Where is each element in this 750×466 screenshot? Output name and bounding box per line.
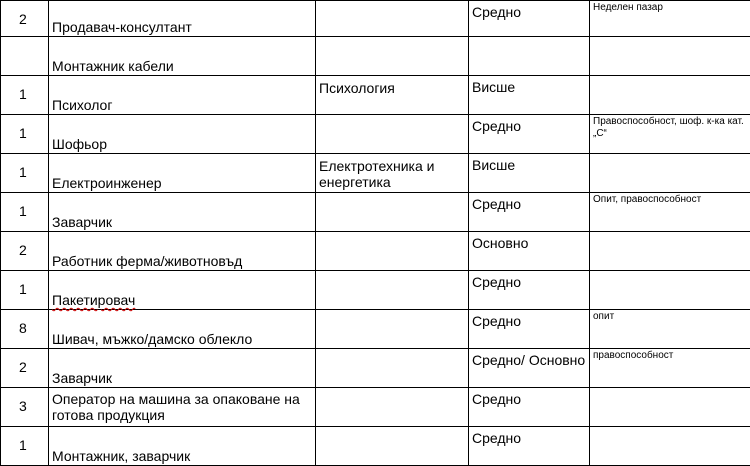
position-text: Продавач-консултант [52, 19, 192, 35]
education-cell [469, 37, 590, 76]
position-cell [49, 349, 316, 388]
count-cell [1, 154, 49, 193]
specialty-cell [316, 349, 469, 388]
requirements-text: опит [593, 311, 615, 322]
education-cell [469, 1, 590, 37]
count-text: 2 [19, 242, 27, 258]
education-cell [469, 310, 590, 349]
position-cell [49, 154, 316, 193]
position-text: Психолог [52, 97, 113, 113]
specialty-cell [316, 115, 469, 154]
position-text: Монтажник кабели [52, 58, 174, 74]
count-text: 1 [19, 203, 27, 219]
education-text: Средно [472, 196, 522, 212]
education-cell [469, 154, 590, 193]
count-cell [1, 427, 49, 466]
education-cell [469, 388, 590, 427]
table-row [1, 271, 750, 310]
requirements-text: правоспособност [593, 350, 674, 361]
count-cell [1, 271, 49, 310]
specialty-cell [316, 154, 469, 193]
requirements-cell [590, 310, 750, 349]
count-text: 1 [19, 86, 27, 102]
specialty-cell [316, 427, 469, 466]
count-cell [1, 388, 49, 427]
requirements-cell [590, 76, 750, 115]
table-row [1, 232, 750, 271]
position-cell [49, 115, 316, 154]
specialty-cell [316, 1, 469, 37]
education-text: Средно [472, 430, 522, 446]
specialty-cell [316, 310, 469, 349]
count-cell [1, 193, 49, 232]
specialty-cell [316, 193, 469, 232]
table-row [1, 388, 750, 427]
specialty-text: Психология [319, 80, 395, 96]
education-text: Висше [472, 157, 516, 173]
education-cell [469, 427, 590, 466]
specialty-cell [316, 76, 469, 115]
requirements-cell [590, 271, 750, 310]
count-cell [1, 115, 49, 154]
position-cell [49, 427, 316, 466]
count-cell [1, 349, 49, 388]
education-text: Средно/ Основно [472, 352, 586, 368]
requirements-cell [590, 427, 750, 466]
count-cell [1, 76, 49, 115]
count-text: 2 [19, 11, 27, 27]
count-text: 2 [19, 359, 27, 375]
count-text: 1 [19, 125, 27, 141]
count-text: 1 [19, 437, 27, 453]
count-text: 3 [19, 398, 27, 414]
position-cell [49, 232, 316, 271]
requirements-cell [590, 37, 750, 76]
requirements-text: Правоспособност, шоф. к-ка кат. „С“ [593, 116, 744, 139]
position-cell [49, 76, 316, 115]
count-cell [1, 310, 49, 349]
position-cell [49, 271, 316, 310]
requirements-text: Неделен пазар [593, 2, 663, 13]
position-text: Заварчик [52, 370, 113, 386]
table-row [1, 310, 750, 349]
specialty-text: Електротехника и енергетика [319, 158, 435, 190]
position-cell [49, 388, 316, 427]
position-cell [49, 1, 316, 37]
requirements-cell [590, 349, 750, 388]
requirements-text: Опит, правоспособност [593, 194, 702, 205]
count-cell [1, 1, 49, 37]
education-text: Средно [472, 313, 522, 329]
position-text: Електроинженер [52, 175, 162, 191]
table-row [1, 76, 750, 115]
requirements-cell [590, 232, 750, 271]
position-text: Шофьор [52, 136, 108, 152]
education-text: Основно [472, 235, 529, 251]
education-cell [469, 271, 590, 310]
education-text: Средно [472, 274, 522, 290]
specialty-cell [316, 37, 469, 76]
count-text: 8 [19, 320, 27, 336]
table-row [1, 1, 750, 37]
education-cell [469, 193, 590, 232]
education-cell [469, 232, 590, 271]
position-text: Оператор на машина за опаковане на готова продукция [52, 391, 300, 423]
position-text: Работник ферма/животновъд [52, 253, 243, 269]
education-text: Средно [472, 118, 522, 134]
jobs-table-body [1, 1, 750, 466]
count-text: 1 [19, 164, 27, 180]
requirements-cell [590, 115, 750, 154]
count-text: 1 [19, 281, 27, 297]
education-cell [469, 349, 590, 388]
table-row [1, 37, 750, 76]
requirements-cell [590, 154, 750, 193]
requirements-cell [590, 193, 750, 232]
specialty-cell [316, 232, 469, 271]
table-row [1, 115, 750, 154]
education-cell [469, 115, 590, 154]
count-cell [1, 37, 49, 76]
position-cell [49, 37, 316, 76]
position-text: Монтажник, заварчик [52, 448, 191, 464]
position-text: Шивач, мъжко/дамско облекло [52, 331, 253, 347]
requirements-cell [590, 1, 750, 37]
count-cell [1, 232, 49, 271]
education-text: Средно [472, 391, 522, 407]
position-text: Пакетировач [52, 292, 136, 308]
education-text: Средно [472, 4, 522, 20]
table-row [1, 154, 750, 193]
specialty-cell [316, 271, 469, 310]
position-cell [49, 193, 316, 232]
education-text: Висше [472, 79, 516, 95]
requirements-cell [590, 388, 750, 427]
education-cell [469, 76, 590, 115]
specialty-cell [316, 388, 469, 427]
position-cell [49, 310, 316, 349]
position-text: Заварчик [52, 214, 113, 230]
table-row [1, 349, 750, 388]
table-row [1, 427, 750, 466]
table-row [1, 193, 750, 232]
